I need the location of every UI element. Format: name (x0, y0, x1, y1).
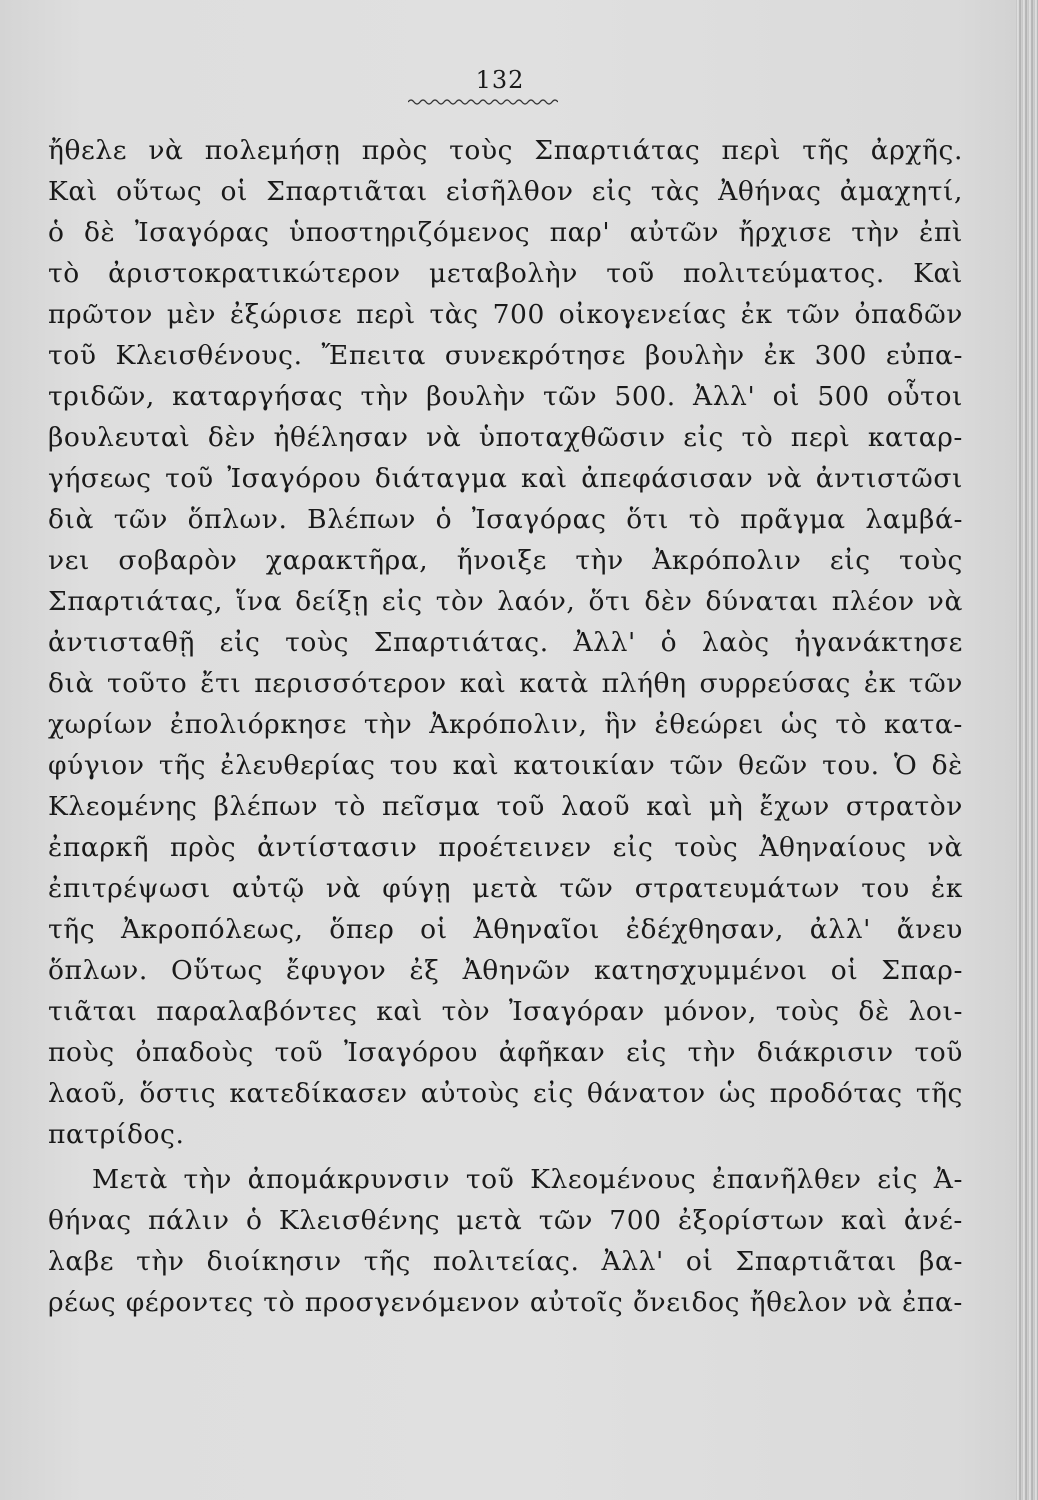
text-line: ὅπλων. Οὕτως ἔφυγον ἐξ Ἀθηνῶν κατησχυμμένοι οἱ Σπαρ- (48, 955, 963, 986)
text-line: λαβε τὴν διοίκησιν τῆς πολιτείας. Ἀλλ' οἱ Σπαρτιᾶται βα- (48, 1246, 963, 1277)
text-line: ἤθελε νὰ πολεμήσῃ πρὸς τοὺς Σπαρτιάτας περὶ τῆς ἀρχῆς. (48, 135, 963, 166)
text-line: Σπαρτιάτας, ἵνα δείξῃ εἰς τὸν λαόν, ὅτι δὲν δύναται πλέον νὰ (48, 586, 963, 617)
text-line: φύγιον τῆς ἐλευθερίας του καὶ κατοικίαν τῶν θεῶν του. Ὁ δὲ (48, 750, 963, 781)
text-line: τριδῶν, καταργήσας τὴν βουλὴν τῶν 500. Ἀλλ' οἱ 500 οὗτοι (48, 381, 963, 412)
page-binding-edge (1016, 0, 1038, 1500)
text-line: πατρίδος. (48, 1119, 185, 1150)
text-line: ποὺς ὀπαδοὺς τοῦ Ἰσαγόρου ἀφῆκαν εἰς τὴν διάκρισιν τοῦ (48, 1037, 963, 1068)
text-line: ὁ δὲ Ἰσαγόρας ὑποστηριζόμενος παρ' αὐτῶν ἤρχισε τὴν ἐπὶ (48, 217, 963, 248)
text-line: ἐπαρκῆ πρὸς ἀντίστασιν προέτεινεν εἰς τοὺς Ἀθηναίους νὰ (48, 832, 963, 863)
text-line: Μετὰ τὴν ἀπομάκρυνσιν τοῦ Κλεομένους ἐπανῆλθεν εἰς Ἀ- (92, 1164, 963, 1195)
text-line: τιᾶται παραλαβόντες καὶ τὸν Ἰσαγόραν μόνον, τοὺς δὲ λοι- (48, 996, 963, 1027)
text-line: τοῦ Κλεισθένους. Ἔπειτα συνεκρότησε βουλὴν ἐκ 300 εὐπα- (48, 340, 963, 371)
text-line: Κλεομένης βλέπων τὸ πεῖσμα τοῦ λαοῦ καὶ μὴ ἔχων στρατὸν (48, 791, 963, 822)
text-line: ρέως φέροντες τὸ προσγενόμενον αὐτοῖς ὄνειδος ἤθελον νὰ ἐπα- (48, 1287, 963, 1318)
text-line: χωρίων ἐπολιόρκησε τὴν Ἀκρόπολιν, ἣν ἐθεώρει ὡς τὸ κατα- (48, 709, 963, 740)
text-line: Καὶ οὕτως οἱ Σπαρτιᾶται εἰσῆλθον εἰς τὰς Ἀθήνας ἀμαχητί, (48, 176, 963, 207)
text-line: ἀντισταθῇ εἰς τοὺς Σπαρτιάτας. Ἀλλ' ὁ λαὸς ἠγανάκτησε (48, 627, 963, 658)
text-line: διὰ τοῦτο ἔτι περισσότερον καὶ κατὰ πλήθη συρρεύσας ἐκ τῶν (48, 668, 963, 699)
text-line: λαοῦ, ὅστις κατεδίκασεν αὐτοὺς εἰς θάνατον ὡς προδότας τῆς (48, 1078, 963, 1109)
text-line: διὰ τῶν ὅπλων. Βλέπων ὁ Ἰσαγόρας ὅτι τὸ πρᾶγμα λαμβά- (48, 504, 963, 535)
text-line: ἐπιτρέψωσι αὐτῷ νὰ φύγῃ μετὰ τῶν στρατευμάτων του ἐκ (48, 873, 963, 904)
text-line: νει σοβαρὸν χαρακτῆρα, ἤνοιξε τὴν Ἀκρόπολιν εἰς τοὺς (48, 545, 963, 576)
text-line: βουλευταὶ δὲν ἠθέλησαν νὰ ὑποταχθῶσιν εἰς τὸ περὶ καταρ- (48, 422, 963, 453)
text-line: γήσεως τοῦ Ἰσαγόρου διάταγμα καὶ ἀπεφάσισαν νὰ ἀντιστῶσι (48, 463, 963, 494)
text-line: τῆς Ἀκροπόλεως, ὅπερ οἱ Ἀθηναῖοι ἐδέχθησαν, ἀλλ' ἄνευ (48, 914, 963, 945)
text-line: πρῶτον μὲν ἐξώρισε περὶ τὰς 700 οἰκογενείας ἐκ τῶν ὀπαδῶν (48, 299, 963, 330)
text-line: τὸ ἀριστοκρατικώτερον μεταβολὴν τοῦ πολιτεύματος. Καὶ (48, 258, 963, 289)
page-number-ornament (408, 98, 558, 106)
text-line: θήνας πάλιν ὁ Κλεισθένης μετὰ τῶν 700 ἐξορίστων καὶ ἀνέ- (48, 1205, 963, 1236)
page-number: 132 (475, 66, 525, 94)
body-text (48, 130, 963, 1323)
